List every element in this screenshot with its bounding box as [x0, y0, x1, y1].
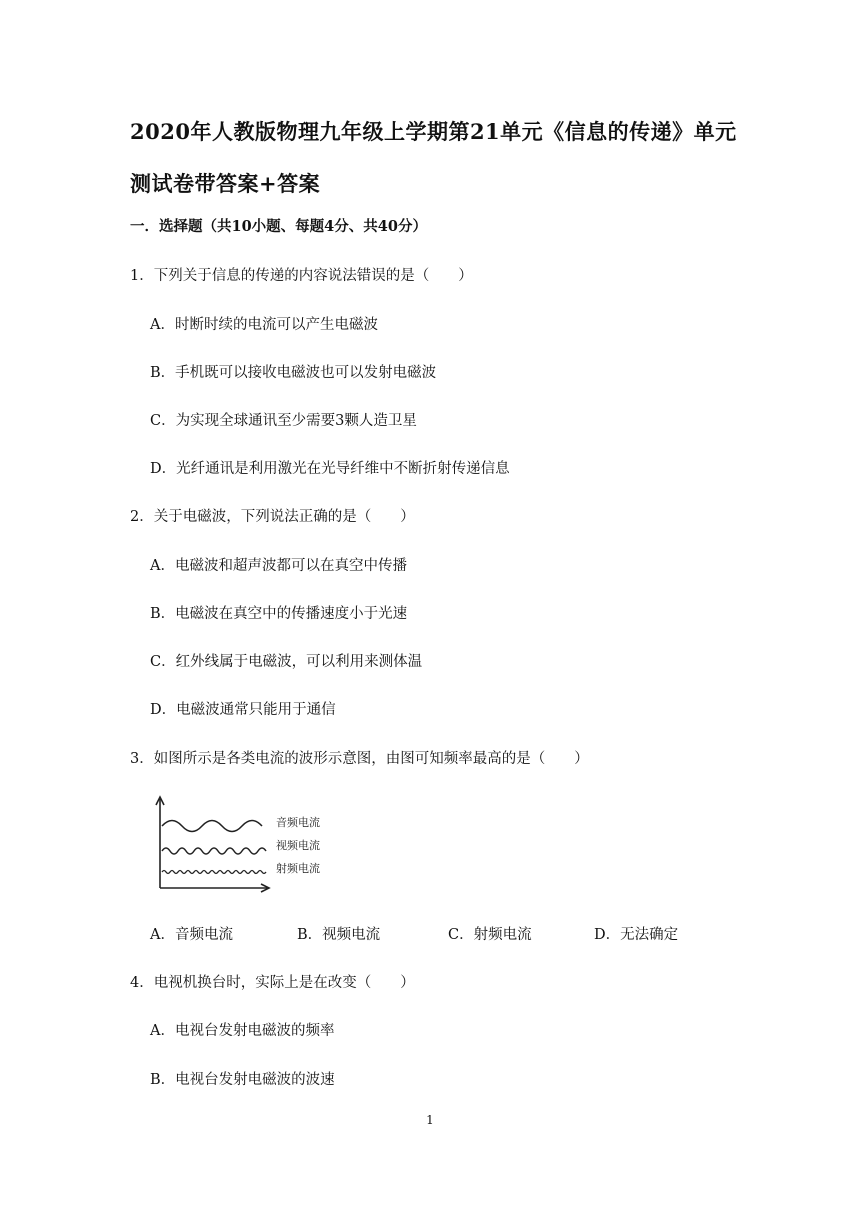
question-2-option-a[interactable]: A．电磁波和超声波都可以在真空中传播: [150, 558, 407, 574]
question-3-option-c[interactable]: C．射频电流: [448, 927, 532, 943]
question-2-stem: 2．关于电磁波，下列说法正确的是（ ）: [130, 509, 415, 525]
figure-label-video: 视频电流: [276, 839, 320, 852]
question-1-option-a[interactable]: A．时断时续的电流可以产生电磁波: [150, 317, 378, 333]
video-wave: [162, 848, 266, 854]
waveform-figure: [150, 793, 335, 893]
question-1-option-c[interactable]: C．为实现全球通讯至少需要3颗人造卫星: [150, 413, 417, 429]
question-3-option-d[interactable]: D．无法确定: [594, 927, 679, 943]
rf-wave: [162, 871, 266, 874]
audio-wave: [162, 821, 262, 832]
question-2-option-c[interactable]: C．红外线属于电磁波，可以利用来测体温: [150, 654, 423, 670]
figure-label-audio: 音频电流: [276, 816, 320, 829]
question-1-stem: 1．下列关于信息的传递的内容说法错误的是（ ）: [130, 268, 473, 284]
question-3-option-a[interactable]: A．音频电流: [150, 927, 233, 943]
page-number: 1: [426, 1113, 434, 1127]
question-3-stem: 3．如图所示是各类电流的波形示意图，由图可知频率最高的是（ ）: [130, 751, 589, 767]
question-3-option-b[interactable]: B．视频电流: [297, 927, 381, 943]
question-4-option-a[interactable]: A．电视台发射电磁波的频率: [150, 1023, 335, 1039]
question-4-option-b[interactable]: B．电视台发射电磁波的波速: [150, 1072, 335, 1088]
document-title: 2020年人教版物理九年级上学期第21单元《信息的传递》单元测试卷带答案+答案: [130, 119, 737, 196]
question-1-option-d[interactable]: D．光纤通讯是利用激光在光导纤维中不断折射传递信息: [150, 461, 510, 477]
question-2-option-d[interactable]: D．电磁波通常只能用于通信: [150, 702, 336, 718]
question-1-option-b[interactable]: B．手机既可以接收电磁波也可以发射电磁波: [150, 365, 437, 381]
section-heading: 一．选择题（共10小题、每题4分、共40分）: [130, 218, 427, 235]
question-2-option-b[interactable]: B．电磁波在真空中的传播速度小于光速: [150, 606, 408, 622]
question-4-stem: 4．电视机换台时，实际上是在改变（ ）: [130, 975, 415, 991]
figure-label-rf: 射频电流: [276, 862, 320, 875]
